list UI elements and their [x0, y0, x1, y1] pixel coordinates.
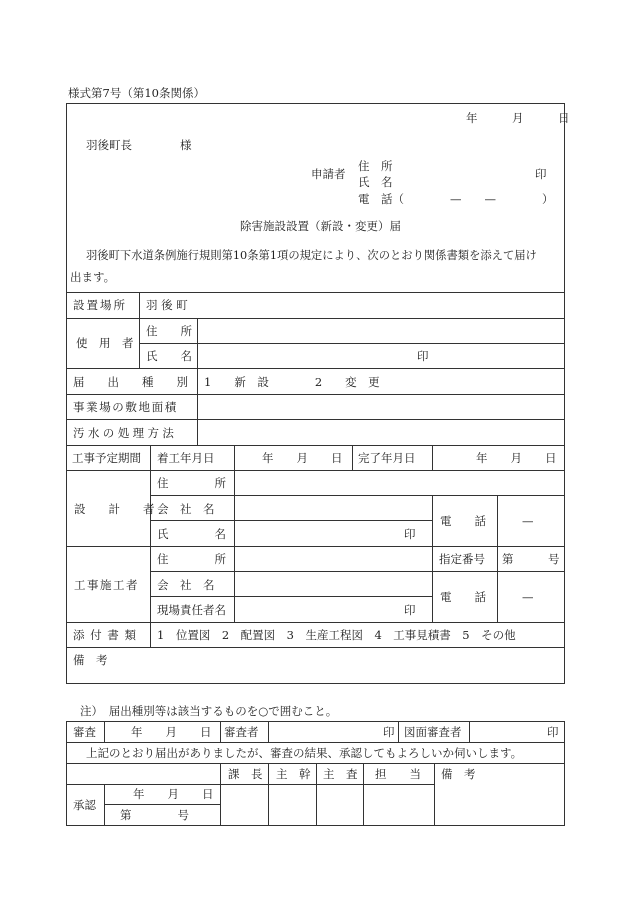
vline	[469, 721, 470, 742]
start-date-value: 年 月 日	[262, 451, 343, 465]
user-seal: 印	[417, 349, 429, 363]
notice-type-value: 1 新 設 2 変 更	[204, 375, 380, 389]
hline	[66, 546, 564, 547]
designer-seal: 印	[404, 527, 416, 541]
vline	[220, 763, 221, 825]
designer-company-label: 会 社 名	[157, 502, 215, 516]
schedule-label: 工事予定期間	[72, 451, 141, 465]
vline	[434, 763, 435, 825]
vline	[220, 721, 221, 742]
border-bottom	[66, 683, 564, 684]
date-month: 月	[512, 111, 524, 125]
vline	[497, 495, 498, 546]
applicant-label: 申請者	[311, 167, 346, 181]
remarks-label: 備 考	[73, 653, 108, 667]
vline	[234, 445, 235, 470]
vline	[432, 546, 433, 622]
vline	[352, 445, 353, 470]
hline	[66, 763, 564, 764]
vline	[432, 445, 433, 470]
intro-line1: 羽後町下水道条例施行規則第10条第1項の規定により、次のとおり関係書類を添えて届け	[86, 249, 537, 262]
hline	[150, 495, 564, 496]
vline	[363, 763, 364, 825]
hline	[66, 292, 564, 293]
date-year: 年	[466, 111, 478, 125]
reviewer-label: 審査者	[224, 725, 259, 739]
form-number: 様式第7号（第10条関係）	[68, 86, 205, 100]
review-statement: 上記のとおり届出がありましたが、審査の結果、承認してもよろしいか伺いします。	[86, 746, 523, 760]
review-border-left	[66, 721, 67, 826]
addressee-mayor: 羽後町長	[86, 138, 132, 152]
treatment-label: 汚水の処理方法	[73, 426, 178, 440]
drawing-reviewer-label: 図面審査者	[404, 725, 462, 739]
person-in-charge-label: 担 当	[375, 767, 421, 781]
approval-date: 年 月 日	[133, 787, 214, 801]
hline	[66, 742, 564, 743]
vline	[197, 318, 198, 368]
site-manager-label: 現場責任者名	[157, 603, 226, 617]
attachments-label: 添 付 書 類	[73, 628, 137, 642]
contractor-company-label: 会 社 名	[157, 578, 215, 592]
main-officer-label: 主 幹	[276, 767, 311, 781]
header-date	[466, 111, 570, 125]
vline	[104, 721, 105, 742]
note: 注） 届出種別等は該当するものを○で囲むこと。	[80, 704, 338, 718]
form-title: 除害施設設置（新設・変更）届	[240, 219, 401, 233]
vline	[497, 546, 498, 571]
contractor-seal: 印	[404, 603, 416, 617]
start-date-label: 着工年月日	[157, 451, 215, 465]
vline	[139, 318, 140, 368]
hline	[150, 520, 432, 521]
approval-label: 承認	[73, 798, 96, 812]
vline	[197, 368, 198, 445]
approval-number: 第 号	[120, 808, 189, 822]
hline	[66, 470, 564, 471]
vline	[432, 495, 433, 546]
designer-name-label: 氏 名	[157, 527, 226, 541]
chief-label: 課 長	[228, 767, 263, 781]
applicant-phone: 電 話（ — — ）	[358, 192, 554, 206]
review-border-top	[66, 721, 564, 722]
border-top	[66, 103, 564, 104]
vline	[234, 470, 235, 622]
vline	[139, 292, 140, 318]
designer-phone-dash: —	[522, 514, 534, 528]
review-border-bottom	[66, 825, 564, 826]
hline	[150, 596, 432, 597]
applicant-seal: 印	[535, 167, 547, 181]
hline	[66, 445, 564, 446]
intro-line2: 出ます。	[70, 270, 116, 284]
hline	[66, 419, 564, 420]
contractor-address-label: 住 所	[157, 552, 226, 566]
designer-phone-label: 電 話	[440, 514, 486, 528]
review-label: 審査	[73, 725, 96, 739]
vline	[497, 571, 498, 622]
notice-type-label: 届 出 種 別	[73, 375, 188, 389]
hline	[150, 571, 564, 572]
designer-label: 設 計 者	[74, 502, 155, 516]
user-address-label: 住 所	[146, 324, 192, 338]
addressee-sama: 様	[180, 138, 192, 152]
review-date: 年 月 日	[131, 725, 212, 739]
vline	[316, 763, 317, 825]
vline	[150, 470, 151, 647]
designer-address-label: 住 所	[157, 476, 226, 490]
user-name-label: 氏 名	[146, 349, 192, 363]
end-date-label: 完了年月日	[358, 451, 416, 465]
vline	[150, 445, 151, 470]
location-label: 設置場所	[73, 298, 127, 312]
attachments-value: 1 位置図 2 配置図 3 生産工程図 4 工事見積書 5 その他	[157, 628, 516, 642]
hline	[66, 622, 564, 623]
site-area-label: 事業場の敷地面積	[73, 400, 178, 414]
user-label: 使 用 者	[76, 336, 134, 350]
hline	[139, 343, 564, 344]
location-value: 羽 後 町	[146, 298, 188, 312]
applicant-address-label: 住 所	[358, 159, 393, 173]
vline	[268, 721, 269, 742]
hline	[66, 784, 434, 785]
applicant-name-label: 氏 名	[358, 175, 393, 189]
designated-no-label: 指定番号	[439, 552, 485, 566]
review-border-right	[564, 721, 565, 826]
contractor-label: 工事施工者	[74, 578, 139, 592]
contractor-phone-dash: —	[522, 590, 534, 604]
hline	[66, 394, 564, 395]
drawing-reviewer-seal: 印	[547, 725, 559, 739]
main-checker-label: 主 査	[323, 767, 358, 781]
hline	[66, 647, 564, 648]
date-day: 日	[558, 111, 570, 125]
review-remarks-label: 備 考	[441, 767, 476, 781]
vline	[268, 763, 269, 825]
end-date-value: 年 月 日	[476, 451, 557, 465]
hline	[66, 318, 564, 319]
hline	[66, 368, 564, 369]
border-right	[564, 103, 565, 684]
vline	[104, 784, 105, 825]
vline	[398, 721, 399, 742]
contractor-phone-label: 電 話	[440, 590, 486, 604]
hline	[104, 804, 220, 805]
reviewer-seal: 印	[383, 725, 395, 739]
designated-no-value: 第 号	[502, 552, 560, 566]
